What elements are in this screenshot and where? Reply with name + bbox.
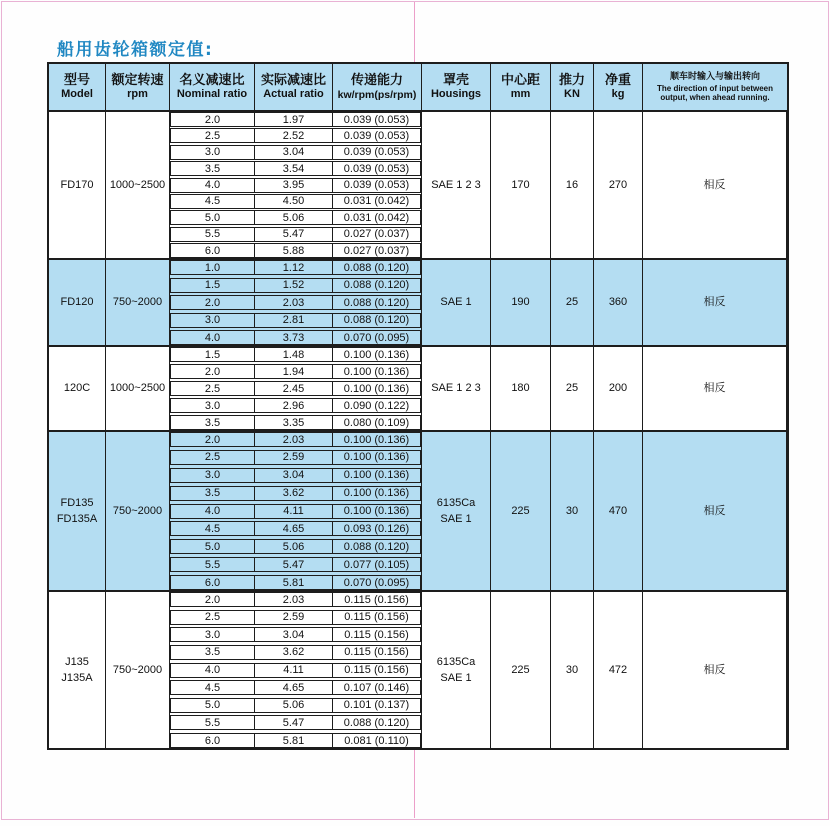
actual-ratio-cell: 1.97 <box>255 113 333 126</box>
nominal-ratio-cell: 4.5 <box>171 522 255 535</box>
capacity-cell: 0.080 (0.109) <box>343 416 410 429</box>
capacity-cell: 0.070 (0.095) <box>343 576 410 589</box>
nominal-ratio-cell: 5.0 <box>171 540 255 553</box>
actual-ratio-cell: 5.06 <box>255 211 333 224</box>
rated-speed-cell: 750~2000 <box>106 432 170 590</box>
ratio-row <box>170 381 421 396</box>
capacity-cell: 0.077 (0.105) <box>343 558 410 571</box>
actual-ratio-cell: 2.96 <box>255 399 333 412</box>
ratio-row <box>170 645 421 660</box>
housing-cell: SAE 1 <box>422 260 491 345</box>
table-section <box>49 347 787 432</box>
ratio-row <box>170 539 421 554</box>
housing-cell: SAE 1 2 3 <box>422 347 491 430</box>
nominal-ratio-cell: 3.0 <box>171 146 255 159</box>
ratio-row <box>170 364 421 379</box>
capacity-cell: 0.039 (0.053) <box>343 129 410 142</box>
table-section <box>49 112 787 260</box>
capacity-cell: 0.039 (0.053) <box>343 162 410 175</box>
actual-ratio-cell: 1.94 <box>255 365 333 378</box>
nominal-ratio-cell: 5.5 <box>171 716 255 729</box>
nominal-ratio-cell: 2.5 <box>171 451 255 464</box>
actual-ratio-cell: 3.04 <box>255 146 333 159</box>
center-distance-cell: 225 <box>491 592 551 748</box>
actual-ratio-cell: 3.35 <box>255 416 333 429</box>
capacity-cell: 0.100 (0.136) <box>343 505 410 517</box>
ratio-row <box>170 145 421 160</box>
header-net-weight: 净重 kg <box>594 64 643 110</box>
capacity-cell: 0.039 (0.053) <box>343 146 410 159</box>
actual-ratio-cell: 5.47 <box>255 228 333 241</box>
actual-ratio-cell: 1.52 <box>255 279 333 292</box>
nominal-ratio-cell: 4.5 <box>171 195 255 208</box>
capacity-cell: 0.090 (0.122) <box>343 399 410 412</box>
capacity-cell: 0.039 (0.053) <box>343 179 410 191</box>
direction-cell: 相反 <box>643 432 787 590</box>
capacity-cell: 0.088 (0.120) <box>343 314 410 326</box>
nominal-ratio-cell: 4.0 <box>171 664 255 677</box>
capacity-cell: 0.088 (0.120) <box>343 296 410 309</box>
capacity-cell: 0.088 (0.120) <box>343 261 410 274</box>
housing-cell: SAE 1 2 3 <box>422 112 491 258</box>
nominal-ratio-cell: 2.0 <box>171 296 255 309</box>
nominal-ratio-cell: 5.5 <box>171 228 255 241</box>
ratio-row <box>170 663 421 678</box>
ratio-row <box>170 715 421 730</box>
ratio-row <box>170 260 421 275</box>
ratio-row <box>170 278 421 293</box>
actual-ratio-cell: 4.11 <box>255 505 333 518</box>
housing-cell: 6135Ca SAE 1 <box>422 432 491 590</box>
nominal-ratio-cell: 2.0 <box>171 365 255 378</box>
header-center-distance: 中心距 mm <box>491 64 551 110</box>
ratio-row <box>170 450 421 465</box>
capacity-cell: 0.100 (0.136) <box>343 469 410 482</box>
header-housings: 罩壳 Housings <box>422 64 491 110</box>
rated-speed-cell: 1000~2500 <box>106 347 170 430</box>
nominal-ratio-cell: 2.0 <box>171 113 255 126</box>
ratio-row <box>170 557 421 572</box>
rated-speed-cell: 750~2000 <box>106 260 170 345</box>
actual-ratio-cell: 5.88 <box>255 244 333 257</box>
model-cell: FD170 <box>49 112 106 258</box>
nominal-ratio-cell: 2.0 <box>171 433 255 446</box>
table-section <box>49 432 787 592</box>
capacity-cell: 0.115 (0.156) <box>344 593 409 606</box>
actual-ratio-cell: 5.47 <box>255 558 333 571</box>
header-actual-ratio: 实际减速比 Actual ratio <box>255 64 333 110</box>
header-nominal-ratio: 名义减速比 Nominal ratio <box>170 64 255 110</box>
actual-ratio-cell: 3.54 <box>255 162 333 175</box>
center-distance-cell: 225 <box>491 432 551 590</box>
actual-ratio-cell: 5.47 <box>255 716 333 729</box>
nominal-ratio-cell: 3.5 <box>171 646 255 659</box>
actual-ratio-cell: 4.65 <box>255 681 333 694</box>
weight-cell: 360 <box>594 260 643 345</box>
ratio-row <box>170 610 421 625</box>
capacity-cell: 0.101 (0.137) <box>343 699 410 712</box>
ratio-row <box>170 627 421 642</box>
actual-ratio-cell: 1.48 <box>255 348 333 361</box>
gearbox-rating-table <box>47 62 789 750</box>
model-cell: FD120 <box>49 260 106 345</box>
header-thrust: 推力 KN <box>551 64 594 110</box>
actual-ratio-cell: 3.04 <box>255 628 333 641</box>
ratio-row <box>170 313 421 328</box>
nominal-ratio-cell: 3.5 <box>171 162 255 175</box>
ratio-row <box>170 161 421 176</box>
thrust-cell: 30 <box>551 432 594 590</box>
actual-ratio-cell: 4.11 <box>255 664 333 677</box>
nominal-ratio-cell: 1.5 <box>171 279 255 292</box>
actual-ratio-cell: 2.81 <box>255 314 333 327</box>
nominal-ratio-cell: 1.5 <box>171 348 255 361</box>
table-section <box>49 592 787 748</box>
thrust-cell: 25 <box>551 260 594 345</box>
ratio-row <box>170 210 421 225</box>
nominal-ratio-cell: 6.0 <box>171 244 255 257</box>
center-distance-cell: 170 <box>491 112 551 258</box>
thrust-cell: 25 <box>551 347 594 430</box>
ratio-rows <box>170 432 422 590</box>
direction-cell: 相反 <box>643 112 787 258</box>
direction-cell: 相反 <box>643 592 787 748</box>
header-rated-speed: 额定转速 rpm <box>106 64 170 110</box>
nominal-ratio-cell: 2.5 <box>171 382 255 395</box>
nominal-ratio-cell: 2.0 <box>171 593 255 606</box>
actual-ratio-cell: 3.62 <box>255 487 333 500</box>
nominal-ratio-cell: 3.0 <box>171 469 255 482</box>
nominal-ratio-cell: 4.0 <box>171 331 255 344</box>
capacity-cell: 0.100 (0.136) <box>343 348 410 361</box>
ratio-row <box>170 486 421 501</box>
header-model: 型号 Model <box>49 64 106 110</box>
direction-cell: 相反 <box>643 347 787 430</box>
capacity-cell: 0.031 (0.042) <box>343 195 410 208</box>
actual-ratio-cell: 5.06 <box>255 540 333 553</box>
actual-ratio-cell: 3.73 <box>255 331 333 344</box>
ratio-row <box>170 504 421 519</box>
actual-ratio-cell: 2.45 <box>255 382 333 395</box>
page-title: 船用齿轮箱额定值: <box>57 40 214 60</box>
nominal-ratio-cell: 2.5 <box>171 129 255 142</box>
nominal-ratio-cell: 6.0 <box>171 734 255 747</box>
rated-speed-cell: 1000~2500 <box>106 112 170 258</box>
actual-ratio-cell: 2.03 <box>255 433 333 446</box>
nominal-ratio-cell: 5.0 <box>171 699 255 712</box>
ratio-row <box>170 698 421 713</box>
nominal-ratio-cell: 5.0 <box>171 211 255 224</box>
capacity-cell: 0.100 (0.136) <box>343 451 410 464</box>
ratio-row <box>170 347 421 362</box>
actual-ratio-cell: 3.95 <box>255 179 333 192</box>
thrust-cell: 30 <box>551 592 594 748</box>
capacity-cell: 0.115 (0.156) <box>344 628 409 641</box>
ratio-row <box>170 521 421 536</box>
capacity-cell: 0.088 (0.120) <box>343 716 410 729</box>
ratio-row <box>170 415 421 430</box>
model-cell: 120C <box>49 347 106 430</box>
model-cell: FD135 FD135A <box>49 432 106 590</box>
center-distance-cell: 180 <box>491 347 551 430</box>
ratio-row <box>170 680 421 695</box>
weight-cell: 472 <box>594 592 643 748</box>
nominal-ratio-cell: 4.0 <box>171 179 255 192</box>
ratio-row <box>170 398 421 413</box>
ratio-row <box>170 112 421 127</box>
ratio-row <box>170 468 421 483</box>
ratio-row <box>170 295 421 310</box>
capacity-cell: 0.027 (0.037) <box>343 228 410 241</box>
header-transfer-capacity: 传递能力 kw/rpm(ps/rpm) <box>333 64 422 110</box>
direction-cell: 相反 <box>643 260 787 345</box>
weight-cell: 470 <box>594 432 643 590</box>
capacity-cell: 0.115 (0.156) <box>344 664 409 676</box>
actual-ratio-cell: 4.65 <box>255 522 333 535</box>
actual-ratio-cell: 2.03 <box>255 593 333 606</box>
rated-speed-cell: 750~2000 <box>106 592 170 748</box>
nominal-ratio-cell: 6.0 <box>171 576 255 589</box>
capacity-cell: 0.031 (0.042) <box>343 211 410 224</box>
nominal-ratio-cell: 3.5 <box>171 487 255 500</box>
capacity-cell: 0.088 (0.120) <box>343 540 410 553</box>
capacity-cell: 0.027 (0.037) <box>343 244 410 257</box>
header-direction: 顺车时输入与输出转向 The direction of input between output, when ahead running. <box>657 71 773 103</box>
actual-ratio-cell: 1.12 <box>255 261 333 274</box>
capacity-cell: 0.115 (0.156) <box>344 611 409 624</box>
table-body <box>49 112 787 748</box>
capacity-cell: 0.081 (0.110) <box>344 734 409 747</box>
actual-ratio-cell: 5.81 <box>255 734 333 747</box>
nominal-ratio-cell: 3.5 <box>171 416 255 429</box>
capacity-cell: 0.070 (0.095) <box>343 331 410 344</box>
ratio-rows <box>170 592 422 748</box>
nominal-ratio-cell: 2.5 <box>171 611 255 624</box>
capacity-cell: 0.100 (0.136) <box>343 487 410 500</box>
nominal-ratio-cell: 3.0 <box>171 399 255 412</box>
housing-cell: 6135Ca SAE 1 <box>422 592 491 748</box>
nominal-ratio-cell: 1.0 <box>171 261 255 274</box>
actual-ratio-cell: 2.59 <box>255 451 333 464</box>
ratio-row <box>170 178 421 193</box>
ratio-rows <box>170 347 422 430</box>
actual-ratio-cell: 3.62 <box>255 646 333 659</box>
capacity-cell: 0.100 (0.136) <box>343 382 410 395</box>
model-cell: J135 J135A <box>49 592 106 748</box>
actual-ratio-cell: 3.04 <box>255 469 333 482</box>
actual-ratio-cell: 4.50 <box>255 195 333 208</box>
nominal-ratio-cell: 5.5 <box>171 558 255 571</box>
nominal-ratio-cell: 4.0 <box>171 505 255 518</box>
ratio-rows <box>170 260 422 345</box>
table-header-row <box>49 64 787 112</box>
capacity-cell: 0.088 (0.120) <box>343 279 410 291</box>
capacity-cell: 0.100 (0.136) <box>343 365 410 378</box>
ratio-row <box>170 194 421 209</box>
capacity-cell: 0.039 (0.053) <box>343 113 410 126</box>
ratio-row <box>170 432 421 447</box>
ratio-row <box>170 227 421 242</box>
thrust-cell: 16 <box>551 112 594 258</box>
actual-ratio-cell: 2.52 <box>255 129 333 142</box>
actual-ratio-cell: 5.81 <box>255 576 333 589</box>
capacity-cell: 0.115 (0.156) <box>344 646 409 659</box>
center-distance-cell: 190 <box>491 260 551 345</box>
table-section <box>49 260 787 347</box>
actual-ratio-cell: 5.06 <box>255 699 333 712</box>
actual-ratio-cell: 2.03 <box>255 296 333 309</box>
capacity-cell: 0.100 (0.136) <box>343 433 410 446</box>
nominal-ratio-cell: 3.0 <box>171 314 255 327</box>
ratio-row <box>170 592 421 607</box>
capacity-cell: 0.093 (0.126) <box>343 522 410 535</box>
nominal-ratio-cell: 4.5 <box>171 681 255 694</box>
weight-cell: 270 <box>594 112 643 258</box>
ratio-row <box>170 733 421 748</box>
ratio-row <box>170 330 421 345</box>
ratio-row <box>170 575 421 590</box>
capacity-cell: 0.107 (0.146) <box>343 681 410 694</box>
weight-cell: 200 <box>594 347 643 430</box>
ratio-row <box>170 128 421 143</box>
nominal-ratio-cell: 3.0 <box>171 628 255 641</box>
actual-ratio-cell: 2.59 <box>255 611 333 624</box>
ratio-rows <box>170 112 422 258</box>
ratio-row <box>170 243 421 258</box>
